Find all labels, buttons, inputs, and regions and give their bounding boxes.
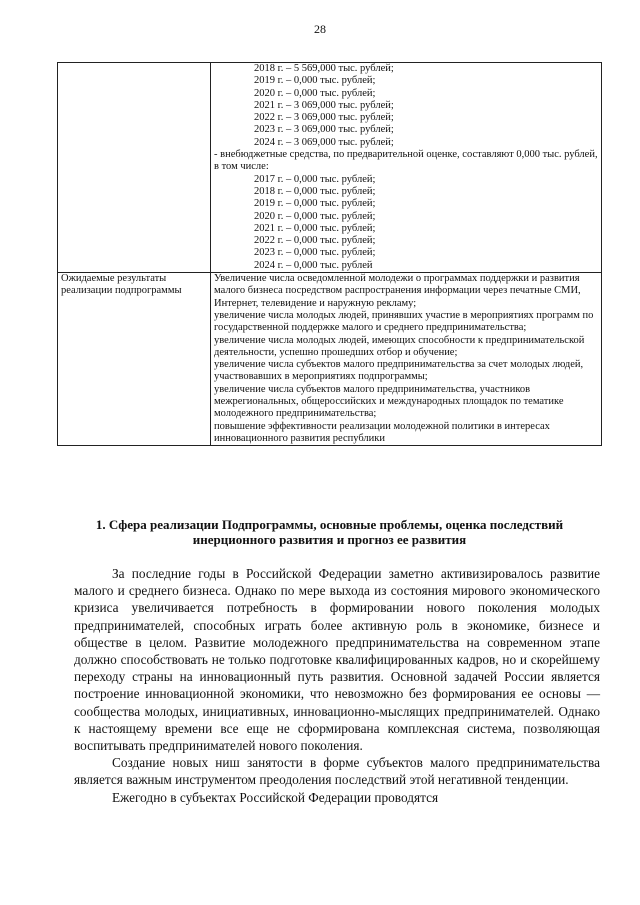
- extrabudget-line: 2020 г. – 0,000 тыс. рублей;: [254, 210, 376, 222]
- body-paragraph: Ежегодно в субъектах Российской Федерации проводятся: [112, 789, 439, 805]
- body-paragraph: Создание новых ниш занятости в форме субъектов малого предпринимательства является важным инструментом преодоления последствий этой негативной тенденции.: [74, 755, 600, 788]
- funding-line: 2024 г. – 3 069,000 тыс. рублей;: [254, 136, 394, 148]
- section-body: [74, 565, 600, 806]
- extrabudget-line: 2019 г. – 0,000 тыс. рублей;: [254, 198, 376, 210]
- extrabudget-line: 2024 г. – 0,000 тыс. рублей: [254, 259, 373, 271]
- funding-line: 2021 г. – 3 069,000 тыс. рублей;: [254, 99, 394, 111]
- table-label-cell-empty: [58, 63, 211, 273]
- result-item: увеличение числа субъектов малого предпринимательства за счет молодых людей, участвовавших в мероприятиях подпрограммы;: [214, 359, 584, 383]
- funding-line: 2018 г. – 5 569,000 тыс. рублей;: [254, 63, 394, 74]
- result-item: повышение эффективности реализации молодежной политики в интересах инновационного развития республики: [214, 420, 550, 444]
- extrabudget-line: 2023 г. – 0,000 тыс. рублей;: [254, 247, 376, 259]
- body-paragraph: За последние годы в Российской Федерации заметно активизировалось развитие малого и среднего бизнеса. Однако по мере выхода из состояния мирового экономического кризиса увеличивается потребность в формировании нового поколения молодых предпринимателей, способных играть более активную роль в экономике, бизнесе и обществе в целом. Развитие молодежного предпринимательства на современном этапе должно способствовать не только подготовке квалифицированных кадров, но и скорейшему переходу страны на инновационный путь развития. Основной задачей России является построение инновационной экономики, что невозможно без формирования ее основы — сообщества молодых, инициативных, инновационно-мыслящих предпринимателей. Однако к настоящему времени все еще не сформирована комплексная система, позволяющая воспитывать предпринимателей нового поколения.: [74, 566, 600, 754]
- results-label: Ожидаемые результаты реализации подпрограммы: [58, 273, 211, 446]
- funding-line: 2022 г. – 3 069,000 тыс. рублей;: [254, 112, 394, 124]
- funding-cell: [211, 63, 602, 273]
- result-item: увеличение числа субъектов малого предпринимательства, участников межрегиональных, общероссийских и международных площадок по тематике молодежного предпринимательства;: [214, 383, 564, 420]
- funding-line: 2023 г. – 3 069,000 тыс. рублей;: [254, 124, 394, 136]
- extrabudget-line: 2017 г. – 0,000 тыс. рублей;: [254, 173, 376, 185]
- extrabudget-line: 2022 г. – 0,000 тыс. рублей;: [254, 235, 376, 247]
- result-item: увеличение числа молодых людей, принявших участие в мероприятиях программ по государственной поддержке малого и среднего предпринимательства;: [214, 309, 594, 334]
- result-item: Увеличение числа осведомленной молодежи о программах поддержки и развития малого бизнеса посредством распространения информации через печатные СМИ, Интернет, телевидение и наружную рекламу;: [214, 273, 581, 309]
- results-cell: [211, 273, 602, 446]
- extrabudget-intro: - внебюджетные средства, по предварительной оценке, составляют 0,000 тыс. рублей, в том числе:: [214, 149, 598, 173]
- section-heading: 1. Сфера реализации Подпрограммы, основные проблемы, оценка последствий инерционного развития и прогноз ее развития: [95, 517, 564, 547]
- page-number: 28: [314, 22, 326, 36]
- table-row-results: [58, 273, 602, 446]
- result-item: увеличение числа молодых людей, имеющих способности к предпринимательской деятельности, успешно прошедших отбор и обучение;: [214, 334, 585, 358]
- table-row-funding: [58, 63, 602, 273]
- funding-line: 2019 г. – 0,000 тыс. рублей;: [254, 75, 376, 87]
- extrabudget-line: 2021 г. – 0,000 тыс. рублей;: [254, 222, 376, 234]
- funding-line: 2020 г. – 0,000 тыс. рублей;: [254, 87, 376, 99]
- subprogram-passport-table: [57, 62, 602, 446]
- extrabudget-line: 2018 г. – 0,000 тыс. рублей;: [254, 185, 376, 197]
